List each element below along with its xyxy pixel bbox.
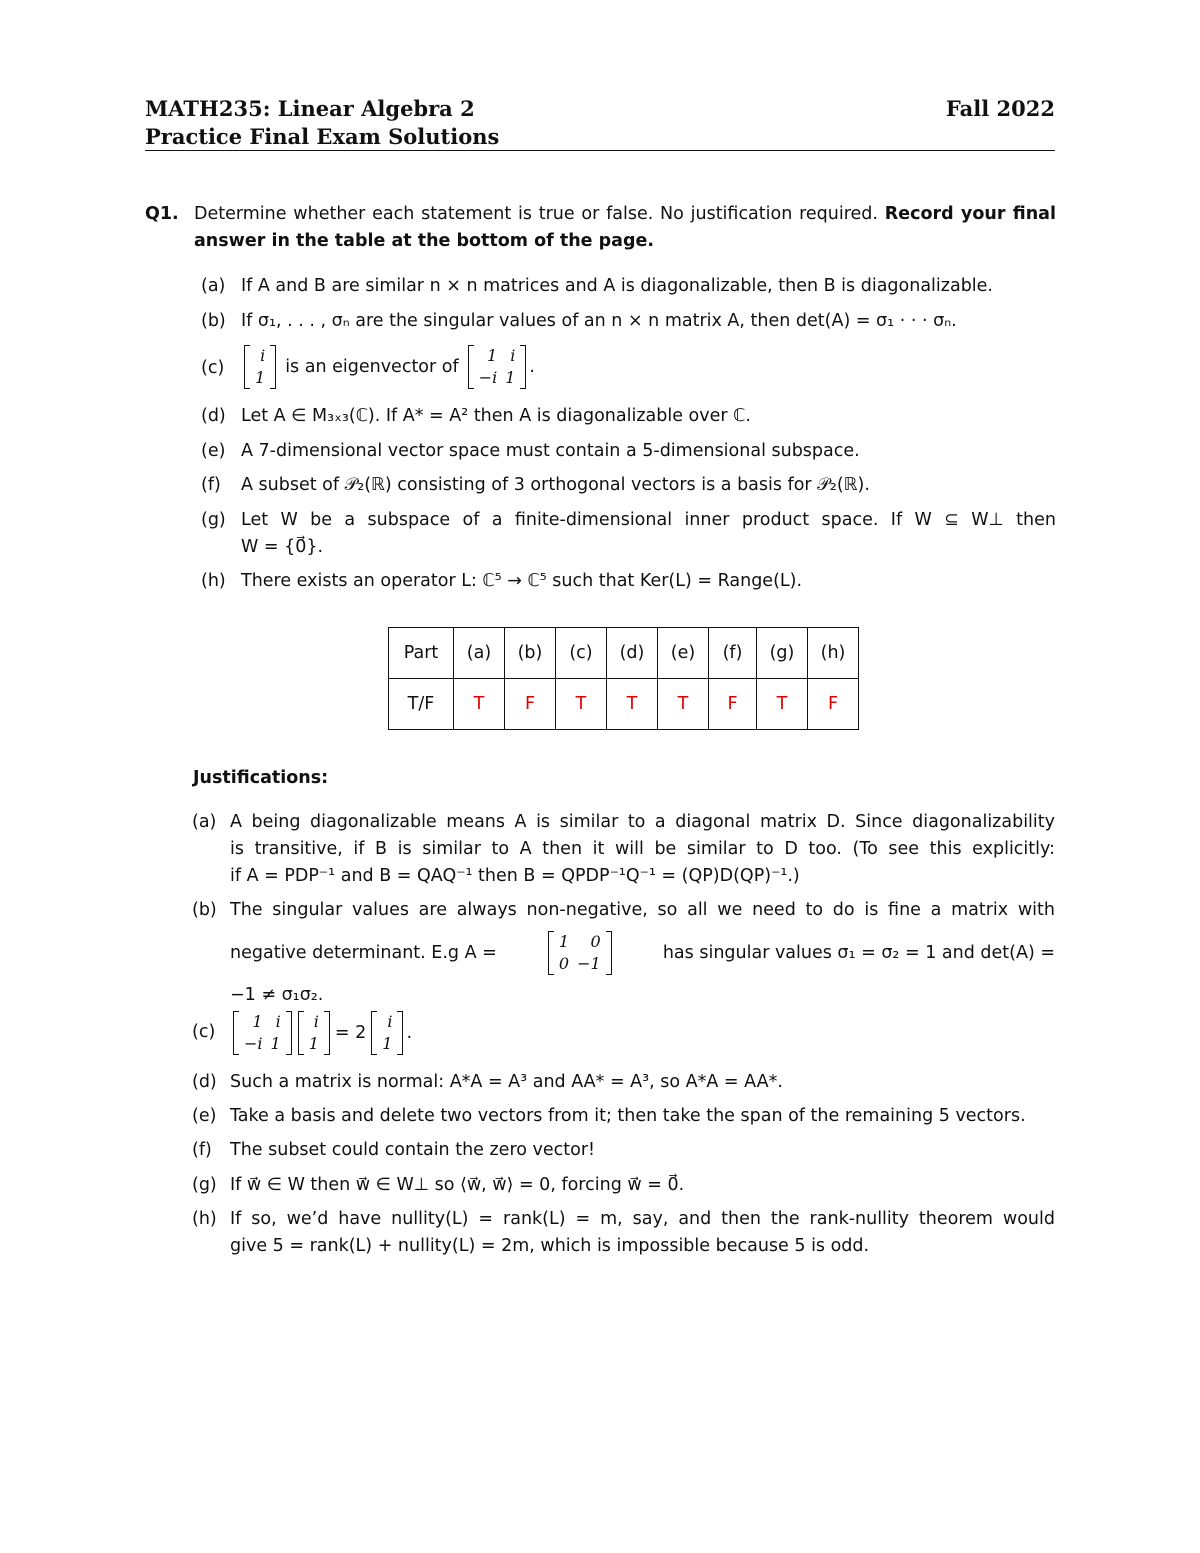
vec-entry: 1	[308, 1034, 319, 1053]
table-cell-part: (d)	[607, 628, 658, 679]
statement-c-body	[241, 341, 535, 393]
document-subtitle: Practice Final Exam Solutions	[145, 124, 500, 149]
justification-label: (f)	[192, 1140, 212, 1160]
vec-entry: i	[260, 346, 266, 365]
justification-label: (g)	[192, 1175, 217, 1195]
statement-text: A subset of 𝒫₂(ℝ) consisting of 3 orthogonal vectors is a basis for 𝒫₂(ℝ).	[241, 475, 870, 495]
justification-body	[230, 897, 1055, 1009]
header-rule	[145, 150, 1055, 151]
term: Fall 2022	[945, 96, 1055, 121]
justification-label: (a)	[192, 812, 217, 832]
table-cell-part: (b)	[505, 628, 556, 679]
table-row-parts	[389, 628, 859, 679]
vec-entry: i	[313, 1012, 319, 1031]
matrix-entry: −i	[244, 1034, 263, 1053]
vector-column	[371, 1011, 403, 1055]
matrix-entry: 1	[558, 932, 570, 951]
justification-line: give 5 = rank(L) + nullity(L) = 2m, which is impossible because 5 is odd.	[230, 1236, 870, 1256]
justification-text: has singular values σ₁ = σ₂ = 1 and det(A) =	[662, 942, 1055, 963]
matrix-2x2	[468, 345, 527, 389]
statement-label: (b)	[201, 311, 226, 331]
statement-text: If A and B are similar n × n matrices and A is diagonalizable, then B is diagonalizable.	[241, 276, 993, 296]
justification-line: A being diagonalizable means A is similar to a diagonal matrix D. Since diagonalizability	[230, 812, 1055, 832]
justification-line: −1 ≠ σ₁σ₂.	[230, 985, 324, 1005]
statement-text-cont: W = {0⃗}.	[241, 537, 324, 557]
justification-body	[230, 809, 1055, 890]
q1-prompt-text: Determine whether each statement is true or false. No justification required.	[194, 204, 885, 224]
matrix-entry: i	[275, 1012, 281, 1031]
statement-text: There exists an operator L: ℂ⁵ → ℂ⁵ such that Ker(L) = Range(L).	[241, 571, 803, 591]
table-row-answers	[389, 679, 859, 730]
statement-text: Let A ∈ M₃ₓ₃(ℂ). If A* = A² then A is diagonalizable over ℂ.	[241, 406, 751, 426]
table-cell-answer: T	[556, 679, 607, 730]
justification-text: The subset could contain the zero vector!	[230, 1140, 596, 1160]
justification-text: Take a basis and delete two vectors from it; then take the span of the remaining 5 vectors.	[230, 1106, 1026, 1126]
statement-label: (d)	[201, 406, 226, 426]
q1-prompt-bold: Record your final answer in the table at the bottom of the page.	[194, 204, 1056, 251]
statement-text: If σ₁, . . . , σₙ are the singular values of an n × n matrix A, then det(A) = σ₁ · · · σₙ.	[241, 311, 957, 331]
table-header-tf: T/F	[389, 679, 454, 730]
statement-text: A 7-dimensional vector space must contain a 5-dimensional subspace.	[241, 441, 860, 461]
vec-entry: 1	[382, 1034, 393, 1053]
justification-line	[230, 924, 1055, 982]
table-cell-part: (e)	[658, 628, 709, 679]
table-cell-part: (g)	[757, 628, 808, 679]
q1-prompt	[194, 201, 1056, 255]
justification-label: (b)	[192, 900, 217, 920]
matrix-2x2	[548, 931, 612, 975]
statement-label: (c)	[201, 358, 225, 378]
justifications-heading: Justifications:	[193, 768, 329, 788]
statement-label: (g)	[201, 510, 226, 530]
statement-label: (h)	[201, 571, 226, 591]
justification-line: The singular values are always non-negative, so all we need to do is fine a matrix with	[230, 900, 1055, 920]
statement-text: is an eigenvector of	[285, 356, 459, 377]
table-cell-part: (f)	[709, 628, 757, 679]
justification-line: is transitive, if B is similar to A then it will be similar to D too. (To see this explicitly:	[230, 839, 1055, 859]
matrix-entry: 0	[590, 932, 601, 951]
equation-end: .	[406, 1022, 413, 1043]
table-cell-part: (c)	[556, 628, 607, 679]
matrix-entry: −i	[478, 368, 498, 387]
justification-label: (h)	[192, 1209, 217, 1229]
table-cell-part: (h)	[808, 628, 859, 679]
matrix-entry: 1	[505, 368, 516, 387]
vec-entry: i	[387, 1012, 393, 1031]
vec-entry: 1	[255, 368, 266, 387]
statement-end: .	[529, 356, 535, 377]
header-course-row	[145, 96, 1055, 121]
statement-label: (a)	[201, 276, 226, 296]
matrix-entry: i	[510, 346, 516, 365]
table-cell-answer: F	[505, 679, 556, 730]
q1-number: Q1.	[145, 204, 179, 224]
matrix-2x2	[233, 1011, 292, 1055]
table-cell-answer: T	[658, 679, 709, 730]
vector-column	[298, 1011, 330, 1055]
table-cell-answer: F	[709, 679, 757, 730]
justification-label: (e)	[192, 1106, 217, 1126]
matrix-entry: 0	[558, 954, 570, 973]
justification-text: Such a matrix is normal: A*A = A³ and AA* = A³, so A*A = AA*.	[230, 1072, 783, 1092]
justification-body	[230, 1206, 1055, 1260]
statement-text: Let W be a subspace of a finite-dimensional inner product space. If W ⊆ W⊥ then	[241, 510, 1056, 530]
matrix-entry: 1	[270, 1034, 281, 1053]
statement-label: (f)	[201, 475, 221, 495]
table-header-part: Part	[389, 628, 454, 679]
justification-body	[230, 1005, 412, 1061]
justification-label: (c)	[192, 1022, 216, 1042]
matrix-entry: 1	[487, 346, 498, 365]
course-title: MATH235: Linear Algebra 2	[145, 96, 475, 121]
justification-line: If so, we’d have nullity(L) = rank(L) = m, say, and then the rank-nullity theorem would	[230, 1209, 1055, 1229]
justification-line: if A = PDP⁻¹ and B = QAQ⁻¹ then B = QPDP⁻¹Q⁻¹ = (QP)D(QP)⁻¹.)	[230, 866, 800, 886]
eigenvector-column	[244, 345, 276, 389]
justification-text: If w⃗ ∈ W then w⃗ ∈ W⊥ so ⟨w⃗, w⃗⟩ = 0, forcing w⃗ = 0⃗.	[230, 1175, 685, 1195]
table-cell-answer: T	[454, 679, 505, 730]
equation-text: = 2	[334, 1022, 367, 1043]
table-cell-answer: T	[757, 679, 808, 730]
table-cell-part: (a)	[454, 628, 505, 679]
matrix-entry: 1	[252, 1012, 263, 1031]
justification-label: (d)	[192, 1072, 217, 1092]
table-cell-answer: F	[808, 679, 859, 730]
justification-text: negative determinant. E.g A =	[230, 942, 497, 963]
matrix-entry: −1	[577, 954, 601, 973]
table-cell-answer: T	[607, 679, 658, 730]
answer-table	[388, 627, 859, 730]
statement-label: (e)	[201, 441, 226, 461]
